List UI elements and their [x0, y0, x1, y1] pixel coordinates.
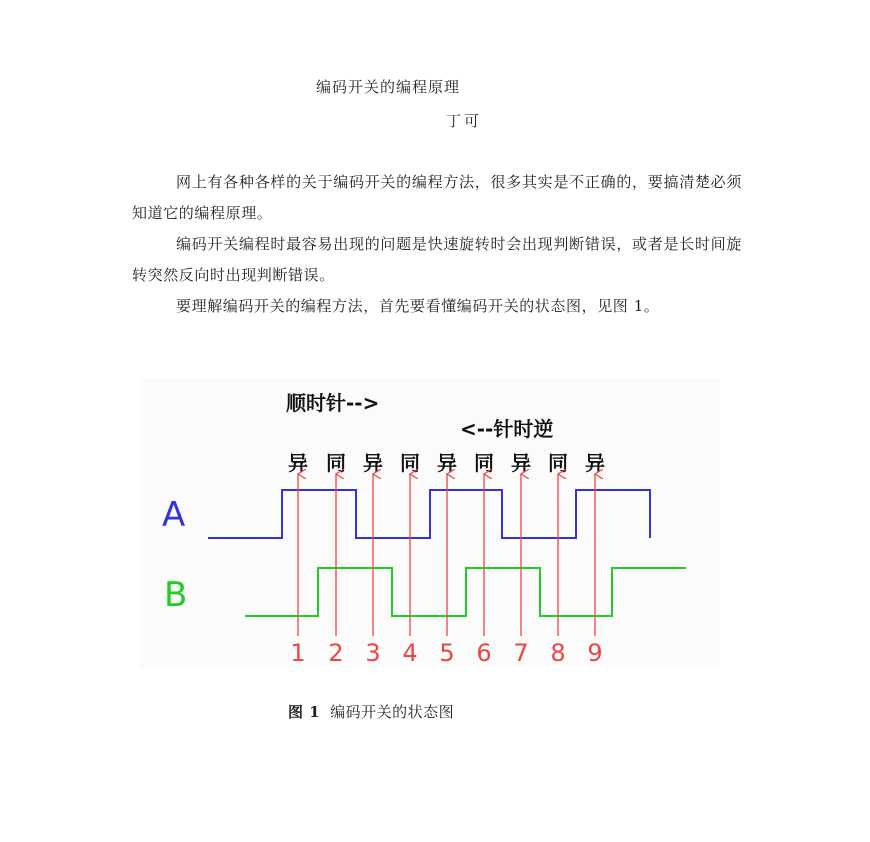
- state-label-3: 异: [363, 451, 383, 475]
- position-number-4: 4: [402, 639, 418, 667]
- paragraph-2: 编码开关编程时最容易出现的问题是快速旋转时会出现判断错误，或者是长时间旋转突然反向时出现判断错误。: [132, 235, 742, 284]
- clockwise-label: 顺时针-->: [286, 391, 380, 415]
- channel-b-label: B: [164, 575, 188, 615]
- state-label-6: 同: [474, 451, 494, 475]
- figure-caption-title: 编码开关的状态图: [330, 703, 455, 721]
- encoder-state-diagram: [140, 378, 720, 668]
- position-number-7: 7: [513, 639, 529, 667]
- document-title: 编码开关的编程原理: [316, 78, 461, 96]
- position-number-3: 3: [365, 639, 381, 667]
- channel-b-waveform: [245, 568, 686, 616]
- state-label-7: 异: [511, 451, 531, 475]
- position-number-9: 9: [587, 639, 603, 667]
- paragraph-3: 要理解编码开关的编程方法，首先要看懂编码开关的状态图，见图 1。: [176, 297, 660, 315]
- position-number-5: 5: [439, 639, 455, 667]
- state-label-4: 同: [400, 451, 420, 475]
- state-label-2: 同: [326, 451, 346, 475]
- counterclockwise-label: <--针时逆: [460, 417, 554, 441]
- state-label-5: 异: [437, 451, 457, 475]
- state-label-8: 同: [548, 451, 568, 475]
- channel-a-waveform: [208, 490, 650, 538]
- state-label-1: 异: [288, 451, 308, 475]
- figure-caption: [288, 701, 454, 722]
- position-markers: [298, 474, 595, 636]
- paragraph-1: 网上有各种各样的关于编码开关的编程方法，很多其实是不正确的，要搞清楚必须知道它的编程原理。: [132, 173, 742, 222]
- state-labels: [288, 451, 605, 475]
- author-name: 丁可: [446, 112, 483, 130]
- state-label-9: 异: [585, 451, 605, 475]
- channel-a-label: A: [162, 495, 186, 535]
- figure-caption-label: 图 1: [288, 703, 321, 721]
- position-numbers: [290, 639, 602, 667]
- position-number-8: 8: [550, 639, 566, 667]
- position-number-6: 6: [476, 639, 492, 667]
- position-number-1: 1: [290, 639, 306, 667]
- position-number-2: 2: [328, 639, 344, 667]
